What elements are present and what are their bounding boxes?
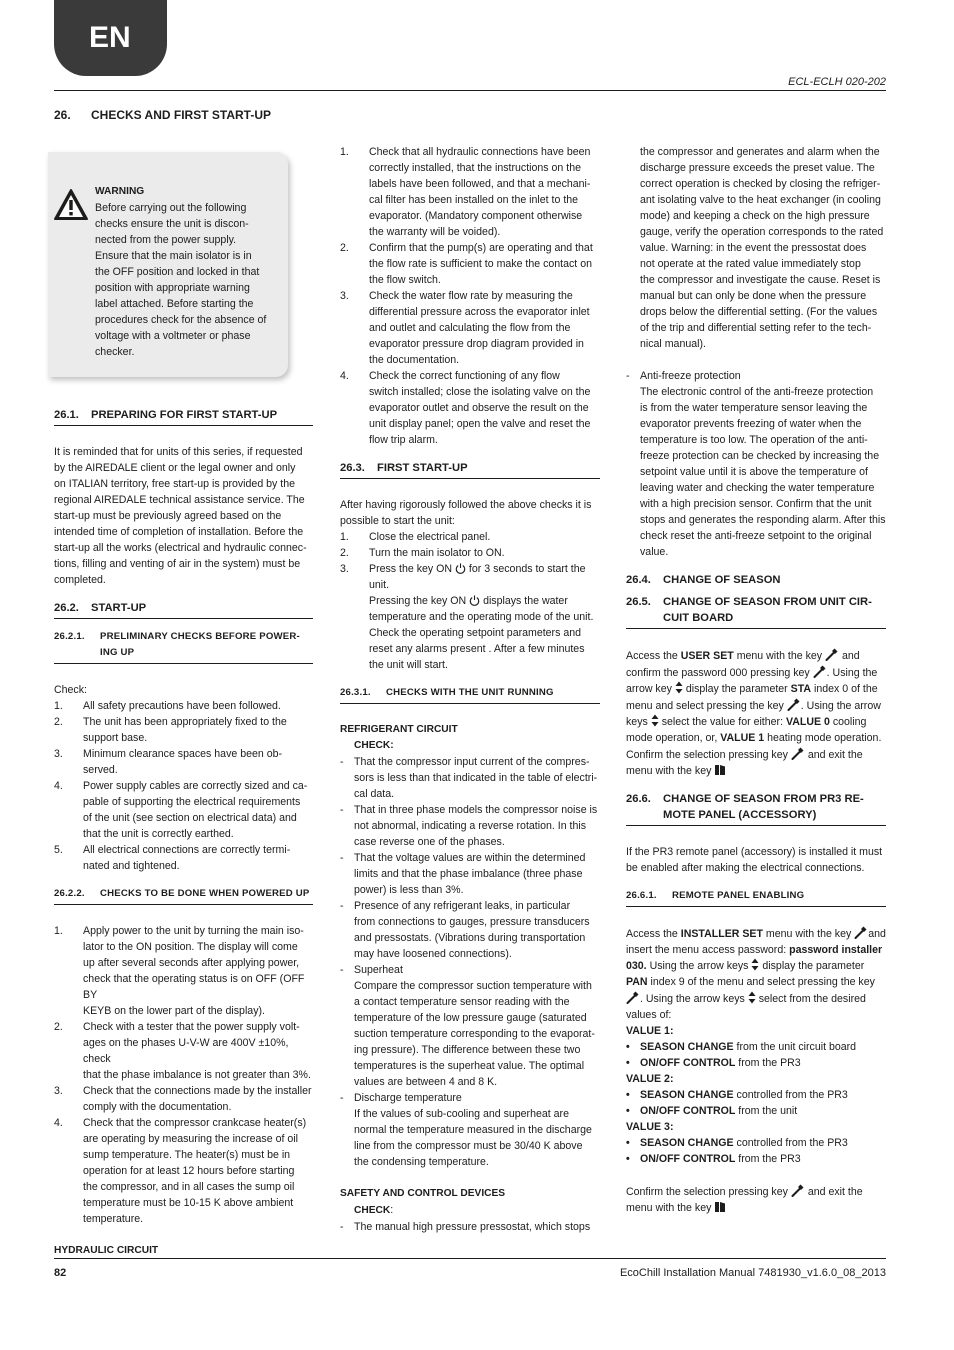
check-intro: Check: [54, 684, 87, 696]
column-1 [54, 144, 313, 1259]
header-rule [54, 90, 886, 91]
list-item: • ON/OFF CONTROL from the PR3 [626, 1057, 801, 1069]
list-item: 2. Confirm that the pump(s) are operating and that the flow rate is sufficient to make the contact on the flow switch. [340, 242, 593, 286]
list-item: 3. Minimum clearance spaces have been ob- served. [54, 748, 283, 776]
list-item: 5. All electrical connections are correctly termi- nated and tightened. [54, 844, 291, 872]
up-down-arrow-icon [751, 958, 759, 971]
heading-26-1: 26.1. PREPARING FOR FIRST START-UP [54, 407, 313, 426]
first-start-up-list [340, 529, 600, 673]
heading-26-4: 26.4. CHANGE OF SEASON [626, 574, 781, 586]
list-item: 1. Apply power to the unit by turning the main iso- lator to the ON position. The display will come up after several seconds after applying power, check that the operating status is on OFF (OFF BY KEYB on the lower part of the display). [54, 925, 305, 1017]
antifreeze-list [626, 368, 886, 560]
hydraulic-checks-list [340, 144, 600, 448]
list-item: - That in three phase models the compressor noise is not abnormal, indicating a reverse rotation. In this case reverse one of the phases. [340, 804, 598, 848]
list-item: - Presence of any refrigerant leaks, in particular from connections to gauges, pressure transducers and pressostats. (Vibrations during transportation may have loosened connections). [340, 900, 590, 960]
list-item: 1. Close the electrical panel. [340, 531, 491, 543]
remote-panel-text: Access the INSTALLER SET menu with the key and insert the menu access password: password installer 030. Using the arrow keys display the parameter PAN index 9 of the menu and select pressing the key . Using the arrow keys select from the desired values of: VALUE 1: • SEASON CHANGE from the unit circuit board • ON/OFF CONTROL from the PR3 VALUE 2: • SEASON CHANGE controlled from the PR3 • ON/OFF CONTROL from the unit VALUE 3: • SEASON CHANGE controlled from the PR3 • ON/OFF CONTROL from the PR3 Confirm the selection pressing key and exit the menu with the key [626, 925, 886, 1216]
list-item: 2. Turn the main isolator to ON. [340, 547, 505, 559]
warning-title: WARNING [95, 186, 145, 197]
wrench-icon [813, 664, 827, 678]
wrench-icon [791, 746, 805, 760]
power-icon [469, 595, 480, 606]
list-item: 3. Check the water flow rate by measuring the differential pressure across the evaporator inlet and outlet and calculating the flow from the evaporator pressure drop diagram provided in the documentation. [340, 290, 590, 366]
doc-code: ECL-ECLH 020-202 [788, 76, 886, 88]
warning-box [48, 152, 288, 377]
list-item: 3. Check that the connections made by the installer comply with the documentation. [54, 1085, 312, 1113]
list-item: 3. Press the key ON for 3 seconds to start the unit. Pressing the key ON displays the water temperature and the operating mode of the unit. Check the operating setpoint parameters and reset any alarms present . After a few minutes the unit will start. [340, 563, 594, 671]
list-item: 1. All safety precautions have been followed. [54, 700, 281, 712]
hydraulic-circuit-label: HYDRAULIC CIRCUIT [54, 1245, 159, 1256]
warning-text: Before carrying out the following checks ensure the unit is discon- nected from the power supply. Ensure that the main isolator is in the OFF position and locked in that position with appropriate warning label attached. Before starting the procedures check for the absence of voltage with a voltmeter or phase checker. [95, 202, 267, 358]
paragraph-first-start-up: It is reminded that for units of this series, if requested by the AIREDALE client or the legal owner and only on ITALIAN territory, free start-up is provided by the regional AIREDALE technical assistance service. The start-up must be previously agreed based on the intended time of completion of installation. Before the start-up all the works (electrical and hydraulic connec- tions, filling and venting of air in the system) must be completed. [54, 446, 307, 586]
main-heading: 26. CHECKS AND FIRST START-UP [54, 108, 271, 122]
list-item: - That the compressor input current of the compres- sors is less than that indicated in the table of electri- cal data. [340, 756, 598, 800]
footer-rule [54, 1258, 886, 1259]
heading-26-2: 26.2. START-UP [54, 600, 313, 619]
manual-reference: EcoChill Installation Manual 7481930_v1.6.0_08_2013 [619, 1267, 886, 1279]
up-down-arrow-icon [651, 714, 659, 727]
wrench-icon [626, 990, 640, 1004]
warning-triangle-icon [53, 188, 89, 222]
wrench-icon [854, 925, 868, 939]
wrench-icon [791, 1183, 805, 1197]
wrench-icon [825, 647, 839, 661]
heading-26-2-2: 26.2.2. CHECKS TO BE DONE WHEN POWERED UP [54, 886, 313, 905]
up-down-arrow-icon [748, 991, 756, 1004]
safety-devices-label: SAFETY AND CONTROL DEVICES [340, 1188, 506, 1199]
heading-26-6: 26.6. CHANGE OF SEASON FROM PR3 RE- MOTE PANEL (ACCESSORY) [626, 791, 886, 826]
list-item: 2. Check with a tester that the power supply volt- ages on the phases U-V-W are 400V ±10%, check that the phase imbalance is not greater than 3%. [54, 1021, 311, 1081]
pr3-intro: If the PR3 remote panel (accessory) is installed it must be enabled after making the electrical connections. [626, 846, 883, 874]
pressostat-continued: the compressor and generates and alarm when the discharge pressure exceeds the preset value. The correct operation is checked by closing the refriger- ant isolating valve to the heat exchanger (in cooling mode) and keeping a check on the high pressure gauge, verify the operation corresponds to the rated value. Warning: in the event the pressostat does not operate at the rated value immediately stop the compressor and investigate the cause. Reset is manual but can only be done when the pressure drops below the differential setting. (For the values of the trip and differential setting refer to the tech- nical manual). [640, 146, 884, 350]
season-change-board-text: Access the USER SET menu with the key and confirm the password 000 pressing key . Using the arrow key display the parameter STA index 0 of the menu and select pressing the key . Using the arrow keys select the value for either: VALUE 0 cooling mode operation, or, VALUE 1 heating mode operation. Confirm the selection pressing key and exit the menu with the key [626, 647, 886, 779]
list-item: • ON/OFF CONTROL from the unit [626, 1105, 798, 1117]
list-item: • SEASON CHANGE from the unit circuit board [626, 1041, 857, 1053]
check-label: CHECK: [354, 740, 394, 751]
list-item: 4. Check the correct functioning of any flow switch installed; close the isolating valve on the evaporator outlet and observe the result on the unit display panel; open the valve and reset the flow trip alarm. [340, 370, 591, 446]
heading-26-5: 26.5. CHANGE OF SEASON FROM UNIT CIR- CUIT BOARD [626, 594, 886, 629]
heading-26-3: 26.3. FIRST START-UP [340, 460, 600, 479]
list-item: 4. Power supply cables are correctly sized and ca- pable of supporting the electrical requirements of the unit (see section on electrical data) and that the unit is correctly earthed. [54, 780, 308, 840]
column-3 [626, 144, 886, 1216]
list-item: • SEASON CHANGE controlled from the PR3 [626, 1089, 848, 1101]
column-2 [340, 144, 600, 1235]
up-down-arrow-icon [675, 681, 683, 694]
page-number: 82 [54, 1267, 67, 1279]
list-item: - Anti-freeze protection The electronic control of the anti-freeze protection is from the water temperature sensor leaving the evaporator prevents freezing of water when the temperature is too low. The operation of the anti- freeze protection can be checked by increasing the setpoint value until it is above the temperature of leaving water and checking the water temperature with a high precision sensor. Confirm that the unit stops and generates the responding alarm. After this check reset the anti-freeze setpoint to the original value. [626, 370, 886, 558]
list-item: 4. Check that the compressor crankcase heater(s) are operating by measuring the increase of oil sump temperature. The heater(s) must be in operation for at least 12 hours before starting the compressor, and in all cases the sump oil temperature must be 10-15 K above ambient temperature. [54, 1117, 307, 1225]
language-tab: EN [54, 0, 167, 76]
heading-26-3-1: 26.3.1. CHECKS WITH THE UNIT RUNNING [340, 685, 600, 704]
heading-26-6-1: 26.6.1. REMOTE PANEL ENABLING [626, 888, 886, 907]
running-checks-list [340, 754, 600, 1170]
heading-26-2-1: 26.2.1. PRELIMINARY CHECKS BEFORE POWER- ING UP [54, 629, 313, 664]
preliminary-checks-list [54, 698, 313, 874]
power-icon [455, 563, 466, 574]
list-item: - Discharge temperature If the values of sub-cooling and superheat are normal the temperature measured in the discharge line from the compressor must be 30/40 K above the condensing temperature. [340, 1092, 592, 1168]
list-item: - Superheat Compare the compressor suction temperature with a contact temperature sensor reading with the temperature of the low pressure gauge (saturated suction temperature corresponding to the evaporat- ing pressure). The difference between these two temperatures is the superheat value. The optimal values are between 4 and 8 K. [340, 964, 595, 1088]
wrench-icon [787, 697, 801, 711]
safety-check-label: CHECK: [354, 1204, 394, 1216]
list-item: - That the voltage values are within the determined limits and that the phase imbalance (three phase power) is less than 3%. [340, 852, 586, 896]
list-item: • ON/OFF CONTROL from the PR3 [626, 1153, 801, 1165]
list-item: 2. The unit has been appropriately fixed to the support base. [54, 716, 287, 744]
refrigerant-circuit-label: REFRIGERANT CIRCUIT [340, 724, 458, 735]
list-item: • SEASON CHANGE controlled from the PR3 [626, 1137, 848, 1149]
exit-door-icon [714, 1201, 726, 1213]
first-start-up-intro: After having rigorously followed the above checks it is possible to start the unit: [340, 499, 592, 527]
list-item: - The manual high pressure pressostat, which stops [340, 1221, 591, 1233]
list-item: 1. Check that all hydraulic connections have been correctly installed, that the instructions on the labels have been followed, and that a mechani- cal filter has been installed on the inlet to the evaporator. (Mandatory component otherwise the warranty will be voided). [340, 146, 591, 238]
exit-door-icon [714, 764, 726, 776]
safety-checks-list [340, 1219, 600, 1235]
powered-up-checks-list [54, 923, 313, 1227]
